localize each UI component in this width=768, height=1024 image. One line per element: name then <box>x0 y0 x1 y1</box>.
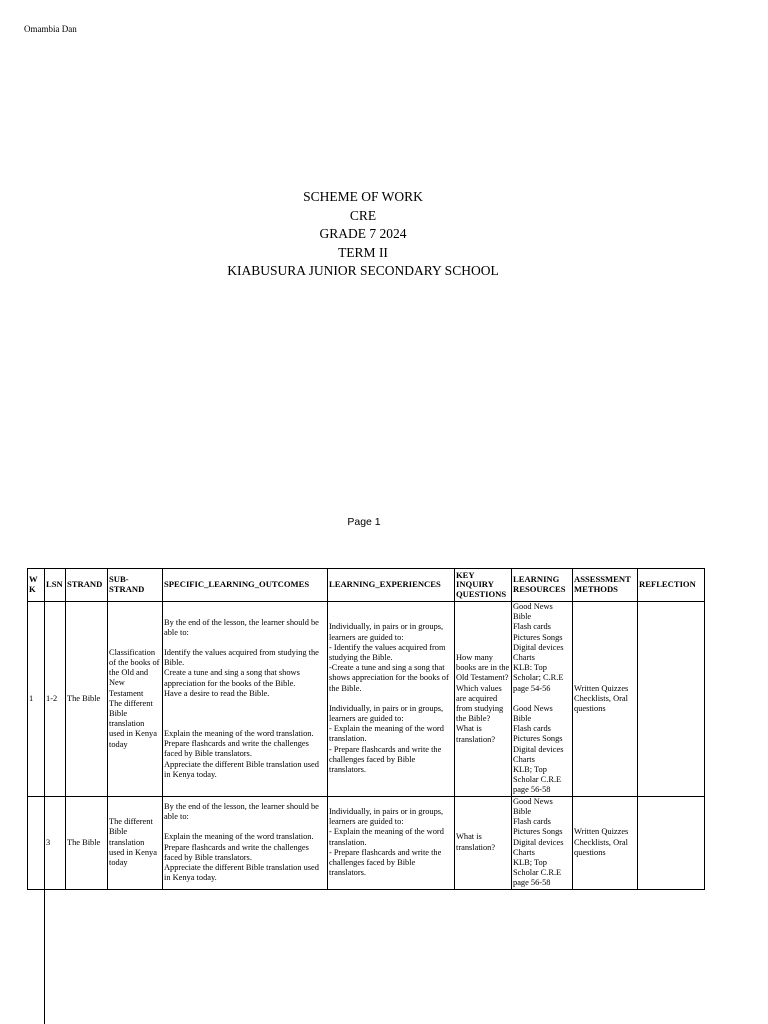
sub-strand-classification: Classification of the books of the Old and New Testament <box>109 647 160 698</box>
resources-a: Good News Bible Flash cards Pictures Songs Digital devices Charts KLB: Top Scholar; C.R.E page 54-56 <box>513 602 564 693</box>
cell-learning-experiences: Individually, in pairs or in groups, learners are guided to: - Explain the meaning of the word translation. - Prepare flashcards and write the challenges faced by Bible translators. <box>328 796 455 889</box>
cell-sub-strand <box>108 602 163 797</box>
table-header-row <box>28 569 705 602</box>
outcomes-intro: By the end of the lesson, the learner should be able to: <box>164 801 319 822</box>
outcomes-list: Explain the meaning of the word translation. Prepare flashcards and write the challenges faced by Bible translators. Appreciate the different Bible translation used in Kenya today. <box>164 832 319 883</box>
header-learning-resources: LEARNING RESOURCES <box>512 569 573 602</box>
cell-sub-strand: The different Bible translation used in Kenya today <box>108 796 163 889</box>
cell-strand: The Bible <box>66 796 108 889</box>
cell-lsn: 3 <box>45 796 66 889</box>
header-strand: STRAND <box>66 569 108 602</box>
cell-wk <box>28 796 45 889</box>
cell-strand: The Bible <box>66 602 108 797</box>
cell-learning-resources: Good News Bible Flash cards Pictures Songs Digital devices Charts KLB; Top Scholar C.R.E page 56-58 <box>512 796 573 889</box>
experiences-a: Individually, in pairs or in groups, learners are guided to: - Identify the values acquired from studying the Bible. -Create a tune and sing a song that shows appreciation for the books of the Bible. <box>329 622 449 693</box>
header-specific-learning-outcomes: SPECIFIC_LEARNING_OUTCOMES <box>163 569 328 602</box>
outcomes-list-a: Identify the values acquired from studying the Bible. Create a tune and sing a song that shows appreciation for the books of the Bible. Have a desire to read the Bible. <box>164 648 319 698</box>
cell-wk: 1 <box>28 602 45 797</box>
cell-learning-resources <box>512 602 573 797</box>
outcomes-list-b: Explain the meaning of the word translation. Prepare flashcards and write the challenges faced by Bible translators. Appreciate the different Bible translation used in Kenya today. <box>164 729 319 779</box>
cell-key-inquiry-questions: How many books are in the Old Testament? Which values are acquired from studying the Bible? What is translation? <box>455 602 512 797</box>
experiences-b: Individually, in pairs or in groups, learners are guided to: - Explain the meaning of the word translation. - Prepare flashcards and write the challenges faced by Bible translators. <box>329 703 444 775</box>
cell-assessment-methods: Written Quizzes Checklists, Oral questions <box>573 602 638 797</box>
title-line-subject: CRE <box>349 207 377 223</box>
header-sub-strand: SUB-STRAND <box>108 569 163 602</box>
author-name: Omambia Dan <box>24 24 77 34</box>
table-row <box>28 796 705 889</box>
cell-key-inquiry-questions: What is translation? <box>455 796 512 889</box>
cell-specific-learning-outcomes <box>163 796 328 889</box>
table-row <box>28 602 705 797</box>
title-line-scheme: SCHEME OF WORK <box>303 189 423 204</box>
cell-lsn: 1-2 <box>45 602 66 797</box>
outcomes-intro: By the end of the lesson, the learner should be able to: <box>164 617 319 637</box>
cell-reflection <box>638 796 705 889</box>
page-number: Page 1 <box>347 516 381 528</box>
cell-reflection <box>638 602 705 797</box>
document-title-block <box>0 188 726 281</box>
title-line-grade: GRADE 7 2024 <box>319 226 407 241</box>
cell-learning-experiences <box>328 602 455 797</box>
resources-b: Good News Bible Flash cards Pictures Songs Digital devices Charts KLB; Top Scholar C.R.E page 56-58 <box>513 703 564 795</box>
header-lsn: LSN <box>45 569 66 602</box>
header-key-inquiry-questions: KEY INQUIRY QUESTIONS <box>455 569 512 602</box>
table-continuation-rule <box>44 888 45 1024</box>
scheme-of-work-table <box>27 568 705 890</box>
title-line-term: TERM II <box>338 244 388 260</box>
header-learning-experiences: LEARNING_EXPERIENCES <box>328 569 455 602</box>
title-line-school: KIABUSURA JUNIOR SECONDARY SCHOOL <box>227 263 499 278</box>
header-assessment-methods: ASSESSMENT METHODS <box>573 569 638 602</box>
sub-strand-translation: The different Bible translation used in Kenya today <box>109 698 157 749</box>
cell-assessment-methods: Written Quizzes Checklists, Oral questions <box>573 796 638 889</box>
header-reflection: REFLECTION <box>638 569 705 602</box>
cell-specific-learning-outcomes <box>163 602 328 797</box>
header-wk: WK <box>28 569 45 602</box>
